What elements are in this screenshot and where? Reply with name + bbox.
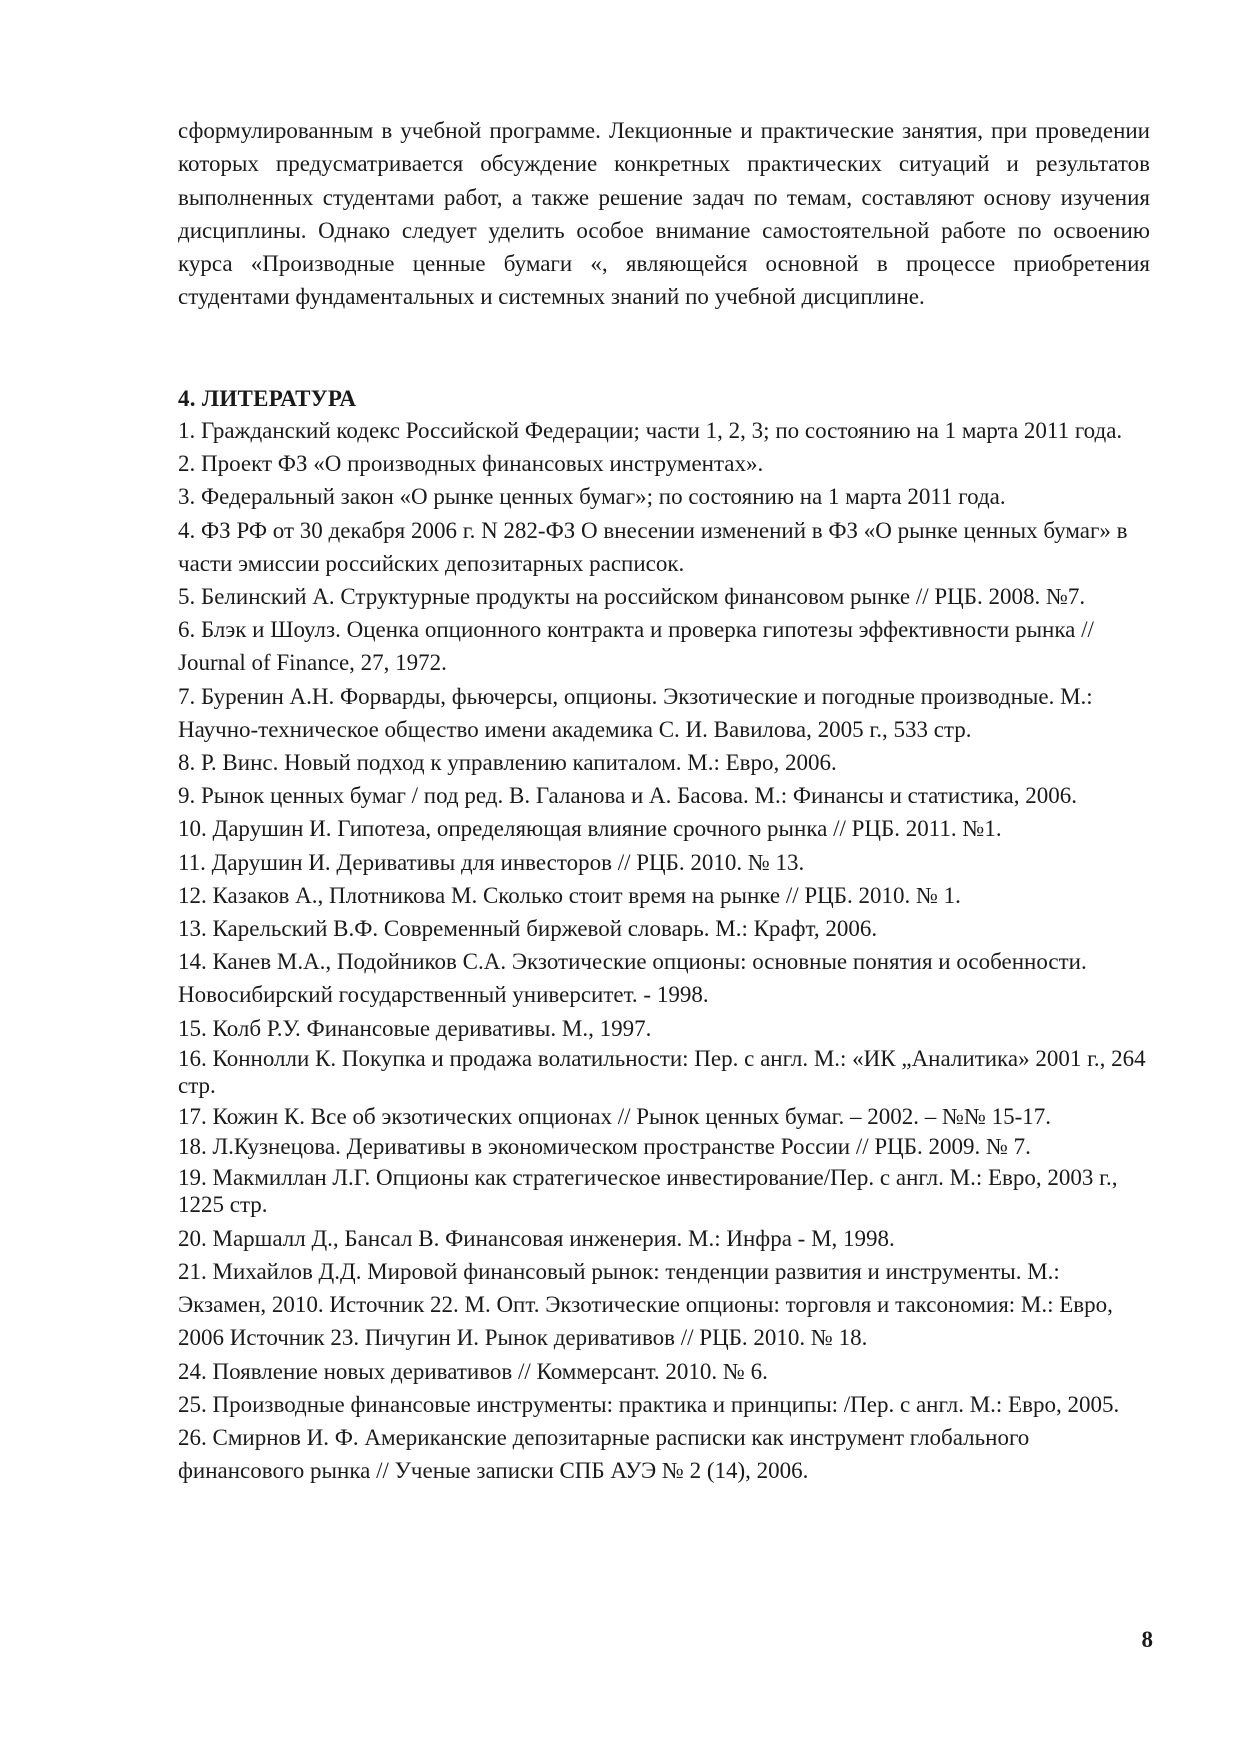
reference-item: 10. Дарушин И. Гипотеза, определяющая влияние срочного рынка // РЦБ. 2011. №1. (178, 816, 1002, 842)
reference-item: 16. Коннолли К. Покупка и продажа волатильности: Пер. с англ. М.: «ИК „Аналитика» 2001 г., 264 стр. (178, 1045, 1146, 1099)
reference-item: 20. Маршалл Д., Бансал В. Финансовая инженерия. М.: Инфра - М, 1998. (178, 1225, 895, 1251)
intro-paragraph: сформулированным в учебной программе. Лекционные и практические занятия, при проведении которых предусматривается обсуждение конкретных практических ситуаций и результатов выполненных студентами работ, а также решение задач по темам, составляют основу изучения дисциплины. Однако следует уделить особое внимание самостоятельной работе по освоению курса «Производные ценные бумаги «, являющейся основной в процессе приобретения студентами фундаментальных и системных знаний по учебной дисциплине. (178, 118, 1150, 310)
reference-item: 17. Кожин К. Все об экзотических опционах // Рынок ценных бумаг. – 2002. – №№ 15-17. (178, 1103, 1052, 1129)
reference-item: 5. Белинский А. Структурные продукты на российском финансовом рынке // РЦБ. 2008. №7. (178, 584, 1086, 610)
reference-item: 8. Р. Винс. Новый подход к управлению капиталом. М.: Евро, 2006. (178, 750, 837, 776)
reference-item: 11. Дарушин И. Деривативы для инвесторов // РЦБ. 2010. № 13. (178, 849, 805, 875)
reference-item: 19. Макмиллан Л.Г. Опционы как стратегическое инвестирование/Пер. с англ. М.: Евро, 2003 г., 1225 стр. (178, 1164, 1118, 1218)
page-number: 8 (1141, 1627, 1153, 1652)
reference-item: 9. Рынок ценных бумаг / под ред. В. Галанова и А. Басова. М.: Финансы и статистика, 2006. (178, 783, 1077, 809)
reference-item: 25. Производные финансовые инструменты: практика и принципы: /Пер. с англ. М.: Евро, 2005. (178, 1391, 1120, 1417)
reference-item: 4. ФЗ РФ от 30 декабря 2006 г. N 282-ФЗ О внесении изменений в ФЗ «О рынке ценных бумаг» в части эмиссии российских депозитарных расписок. (178, 517, 1128, 576)
reference-item: 15. Колб Р.У. Финансовые деривативы. М., 1997. (178, 1015, 652, 1041)
reference-item: 18. Л.Кузнецова. Деривативы в экономическом пространстве России // РЦБ. 2009. № 7. (178, 1134, 1031, 1160)
reference-item: 2. Проект ФЗ «О производных финансовых инструментах». (178, 451, 764, 477)
section-heading-literature: 4. ЛИТЕРАТУРА (178, 386, 357, 411)
reference-item: 24. Появление новых деривативов // Коммерсант. 2010. № 6. (178, 1358, 768, 1384)
reference-item: 6. Блэк и Шоулз. Оценка опционного контракта и проверка гипотезы эффективности рынка // Journal of Finance, 27, 1972. (178, 617, 1094, 676)
reference-item: 7. Буренин А.Н. Форварды, фьючерсы, опционы. Экзотические и погодные производные. М.: Научно-техническое общество имени академика С. И. Вавилова, 2005 г., 533 стр. (178, 683, 1093, 742)
reference-item: 13. Карельский В.Ф. Современный биржевой словарь. М.: Крафт, 2006. (178, 916, 878, 942)
reference-item: 1. Гражданский кодекс Российской Федерации; части 1, 2, 3; по состоянию на 1 марта 2011 года. (178, 418, 1123, 443)
reference-list (178, 414, 1153, 1487)
reference-item: 26. Смирнов И. Ф. Американские депозитарные расписки как инструмент глобального финансового рынка // Ученые записки СПБ АУЭ № 2 (14), 2006. (178, 1425, 1030, 1484)
reference-item: 12. Казаков А., Плотникова М. Сколько стоит время на рынке // РЦБ. 2010. № 1. (178, 882, 961, 908)
reference-item: 21. Михайлов Д.Д. Мировой финансовый рынок: тенденции развития и инструменты. М.: Экзамен, 2010. Источник 22. М. Опт. Экзотические опционы: торговля и таксономия: М.: Евро, 2006 Источник 23. Пичугин И. Рынок деривативов // РЦБ. 2010. № 18. (178, 1259, 1113, 1351)
reference-item: 14. Канев М.А., Подойников С.А. Экзотические опционы: основные понятия и особенности. Новосибирский государственный университет. - 1998. (178, 949, 1087, 1008)
reference-item: 3. Федеральный закон «О рынке ценных бумаг»; по состоянию на 1 марта 2011 года. (178, 484, 1006, 510)
